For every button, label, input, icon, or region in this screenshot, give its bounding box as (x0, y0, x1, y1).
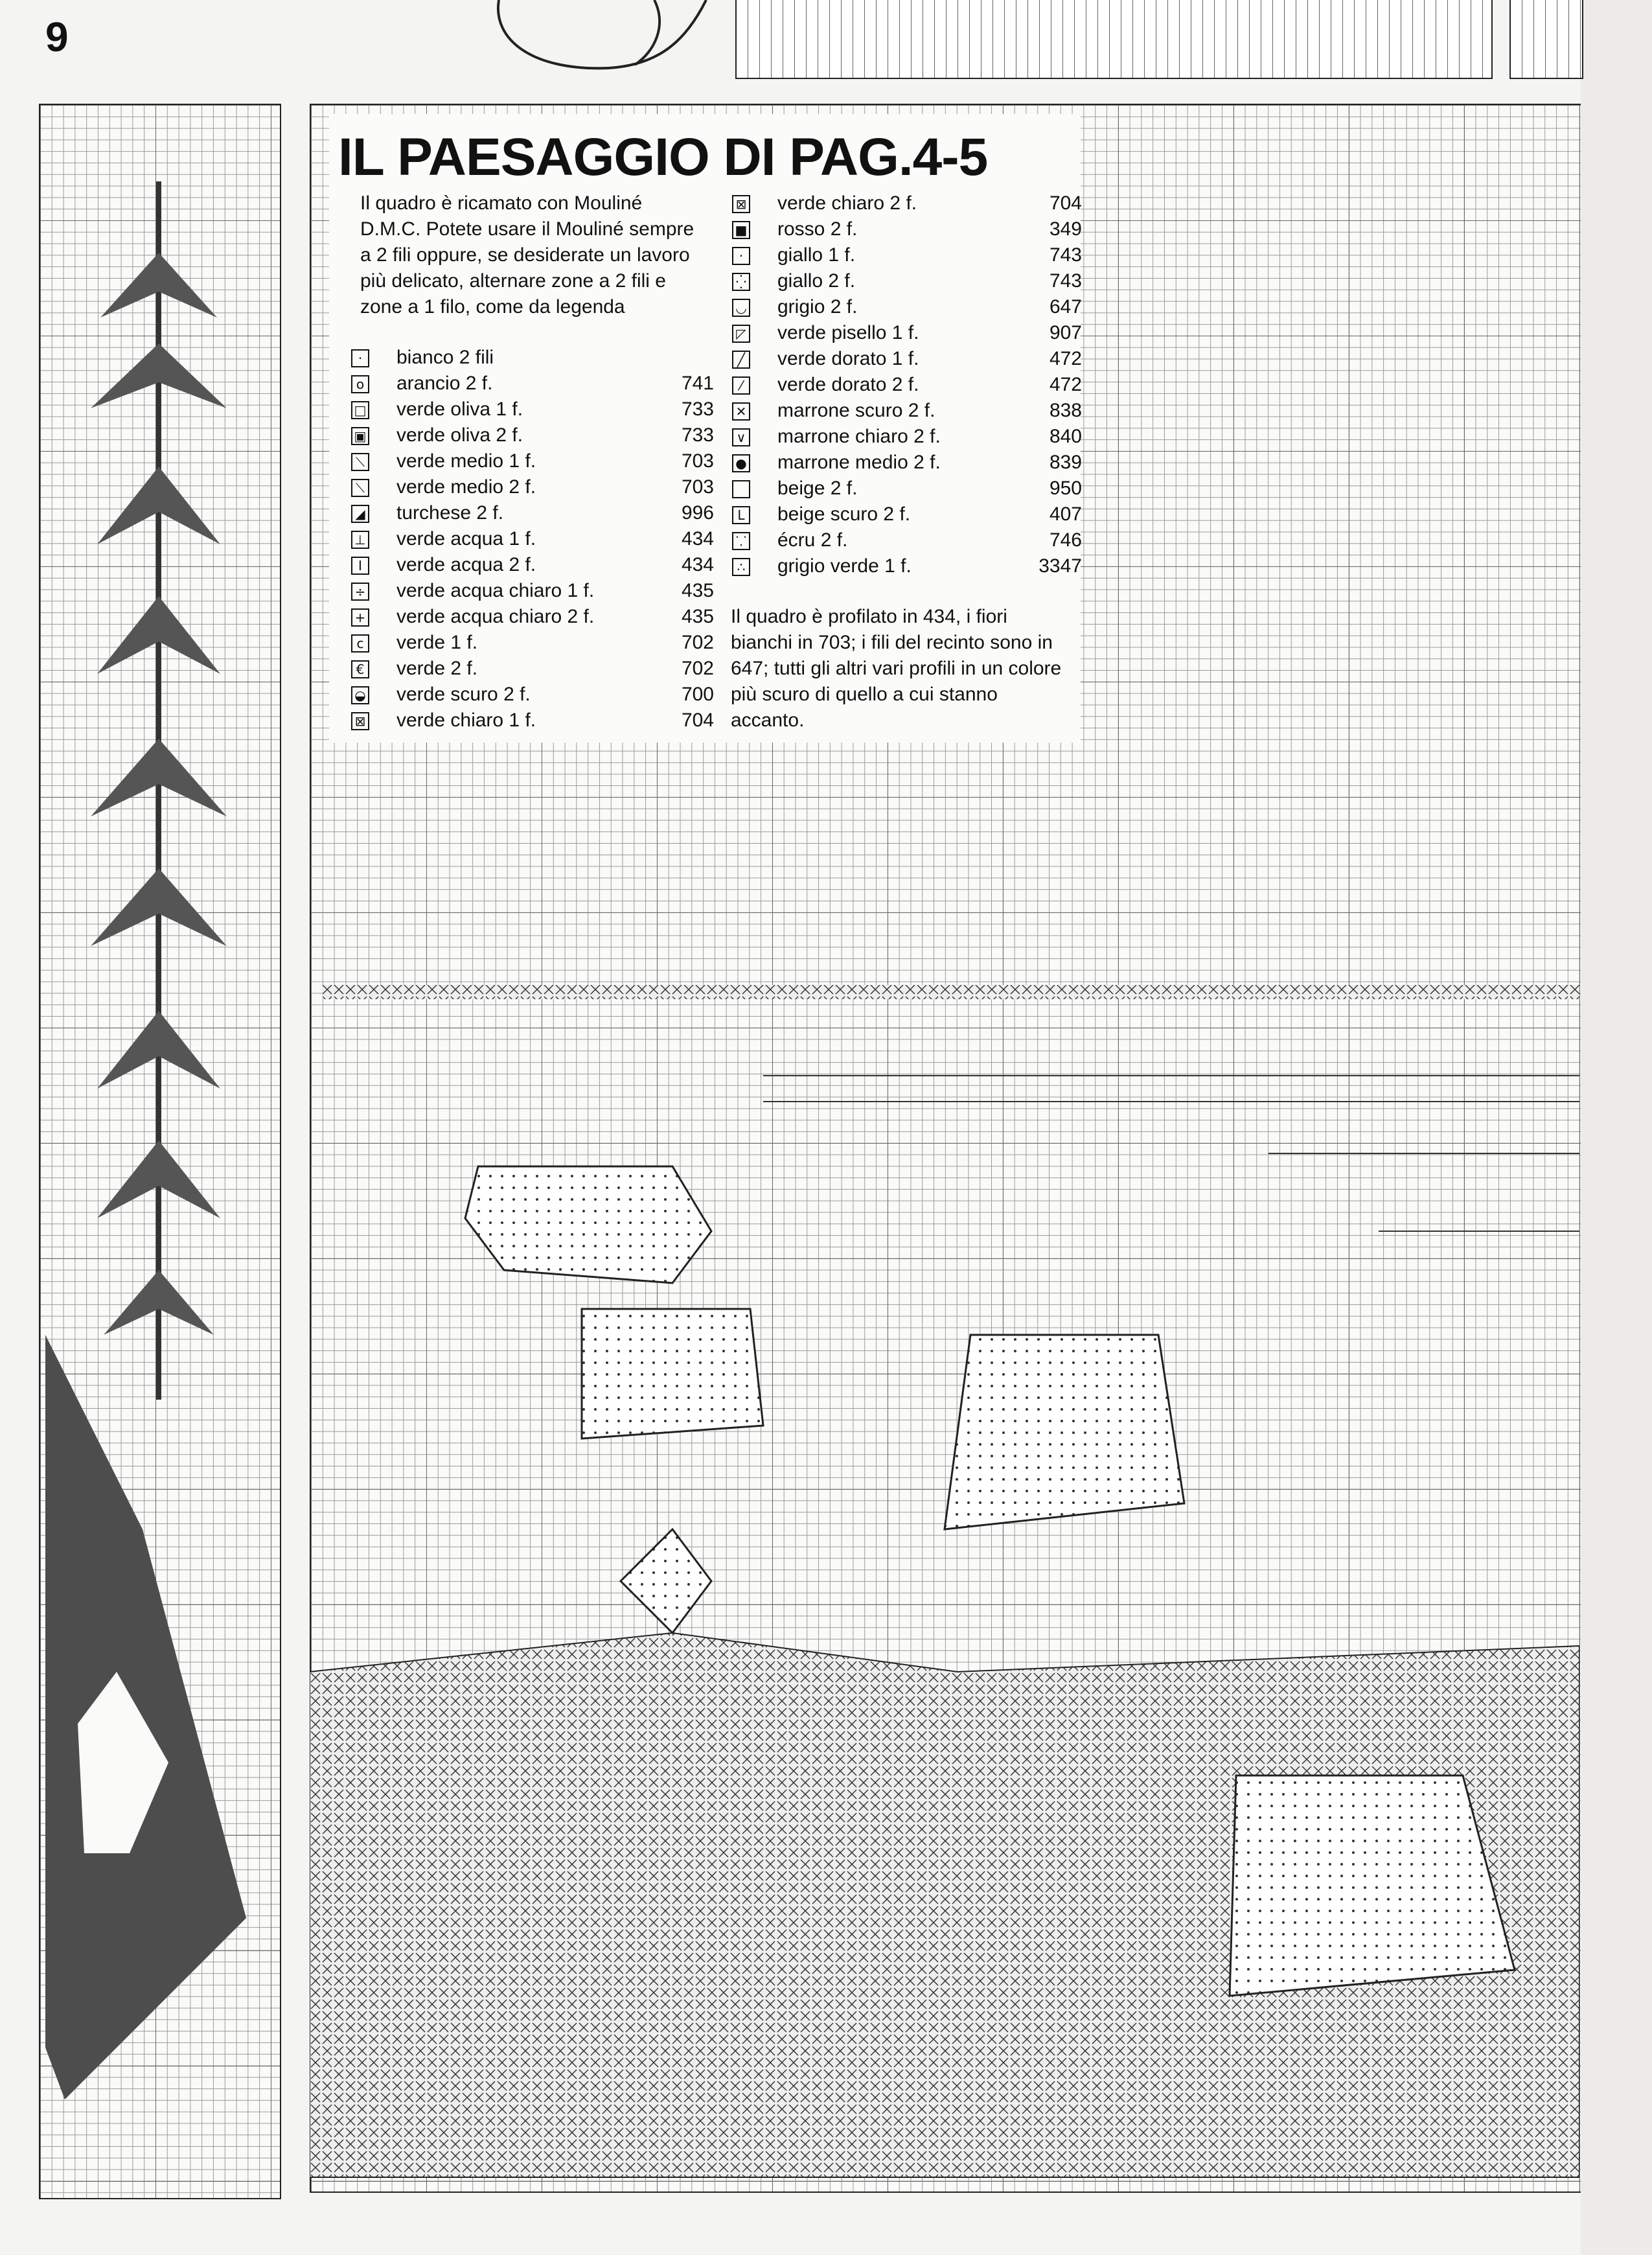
legend-panel (329, 114, 1081, 743)
thread-label: verde acqua chiaro 2 f. (396, 606, 595, 627)
thread-label: rosso 2 f. (777, 218, 858, 240)
legend-row (732, 268, 1082, 294)
legend-row (732, 320, 1082, 346)
handle-sketch (492, 0, 726, 78)
thread-label: écru 2 f. (777, 529, 848, 551)
legend-row (351, 708, 714, 734)
dmc-code: 838 (1049, 400, 1082, 421)
stitch-symbol-icon: ∨ (732, 428, 750, 446)
stitch-symbol-icon: ◒ (351, 686, 369, 704)
stitch-symbol-icon: · (351, 349, 369, 367)
stitch-symbol-icon: ▣ (351, 427, 369, 445)
dmc-code: 647 (1049, 296, 1082, 318)
dmc-code: 434 (681, 554, 714, 575)
dmc-code: 703 (681, 476, 714, 498)
legend-row (351, 500, 714, 526)
dmc-code: 950 (1049, 478, 1082, 499)
stitch-symbol-icon: o (351, 375, 369, 393)
thread-label: turchese 2 f. (396, 502, 504, 524)
thread-label: verde chiaro 1 f. (396, 710, 536, 731)
legend-row (732, 553, 1082, 579)
thread-label: verde pisello 1 f. (777, 322, 919, 343)
thread-label: verde oliva 2 f. (396, 424, 523, 446)
dmc-code: 746 (1049, 529, 1082, 551)
thread-label: verde 1 f. (396, 632, 478, 653)
stitch-symbol-icon: I (351, 557, 369, 575)
stitch-symbol-icon: c (351, 634, 369, 653)
dmc-code: 702 (681, 632, 714, 653)
dmc-code: 472 (1049, 374, 1082, 395)
stitch-symbol-icon: ● (732, 454, 750, 472)
thread-label: verde 2 f. (396, 658, 478, 679)
dmc-code: 733 (681, 424, 714, 446)
corner-digit: 9 (45, 14, 69, 60)
thread-label: verde chiaro 2 f. (777, 192, 917, 214)
legend-row (351, 345, 714, 371)
dmc-code: 743 (1049, 244, 1082, 266)
legend-row (351, 578, 714, 604)
stitch-symbol-icon: ⊠ (351, 712, 369, 730)
stitch-symbol-icon: ◢ (351, 505, 369, 523)
legend-row (732, 216, 1082, 242)
stitch-symbol-icon: ⟍ (351, 479, 369, 497)
stitch-symbol-icon: ✕ (732, 402, 750, 421)
legend-row (732, 450, 1082, 476)
legend-row (351, 526, 714, 552)
dmc-code: 840 (1049, 426, 1082, 447)
thread-label: bianco 2 fili (396, 347, 494, 368)
landscape-motifs (310, 739, 1579, 2190)
legend-row (732, 398, 1082, 424)
dmc-code: 741 (681, 373, 714, 394)
legend-row (732, 346, 1082, 372)
legend-row (351, 474, 714, 500)
legend-row (732, 476, 1082, 502)
thread-label: grigio verde 1 f. (777, 555, 912, 577)
stitch-symbol-icon: ⟍ (351, 453, 369, 471)
dmc-code: 435 (681, 606, 714, 627)
dmc-code: 839 (1049, 452, 1082, 473)
thread-label: arancio 2 f. (396, 373, 493, 394)
page-edge (1581, 0, 1652, 2255)
stitch-symbol-icon: · (732, 247, 750, 265)
stitch-symbol-icon: ⊠ (732, 195, 750, 213)
dmc-code: 434 (681, 528, 714, 549)
top-chart-fragment (735, 0, 1493, 79)
stitch-symbol-icon: ■ (732, 221, 750, 239)
stitch-symbol-icon: ◸ (732, 325, 750, 343)
thread-label: verde dorato 2 f. (777, 374, 919, 395)
thread-label: verde acqua 2 f. (396, 554, 536, 575)
stitch-symbol-icon: + (351, 608, 369, 627)
dmc-code: 349 (1049, 218, 1082, 240)
stitch-symbol-icon: □ (351, 401, 369, 419)
thread-label: verde medio 2 f. (396, 476, 536, 498)
legend-row (732, 242, 1082, 268)
legend-row (351, 397, 714, 422)
legend-row (351, 604, 714, 630)
dmc-code: 700 (681, 684, 714, 705)
legend-row (732, 424, 1082, 450)
border-motif (39, 104, 279, 2197)
legend-row (351, 682, 714, 708)
legend-row (732, 294, 1082, 320)
thread-label: marrone chiaro 2 f. (777, 426, 941, 447)
thread-label: beige 2 f. (777, 478, 858, 499)
dmc-code: 407 (1049, 503, 1082, 525)
dmc-code: 3347 (1038, 555, 1082, 577)
stitch-symbol-icon: ÷ (351, 583, 369, 601)
stitch-symbol-icon: € (351, 660, 369, 678)
stitch-symbol-icon: ⁛ (732, 273, 750, 291)
legend-row (351, 448, 714, 474)
dmc-code: 704 (1049, 192, 1082, 214)
top-chart-fragment-right (1509, 0, 1583, 79)
legend-title: IL PAESAGGIO DI PAG.4-5 (338, 128, 988, 187)
thread-label: verde oliva 1 f. (396, 399, 523, 420)
stitch-symbol-icon: L (732, 506, 750, 524)
thread-label: verde acqua 1 f. (396, 528, 536, 549)
thread-label: giallo 1 f. (777, 244, 856, 266)
stitch-symbol-icon: ⁄ (732, 376, 750, 395)
thread-label: grigio 2 f. (777, 296, 858, 318)
legend-note: Il quadro è profilato in 434, i fiori bianchi in 703; i fili del recinto sono in 647; tutti gli altri vari profili in un colore più scuro di quello a cui stanno accanto. (731, 606, 1062, 731)
legend-row (732, 372, 1082, 398)
thread-label: verde acqua chiaro 1 f. (396, 580, 595, 601)
legend-row (351, 630, 714, 656)
dmc-code: 743 (1049, 270, 1082, 292)
dmc-code: 703 (681, 450, 714, 472)
stitch-symbol-icon: ◡ (732, 299, 750, 317)
stitch-symbol-icon: ∴ (732, 558, 750, 576)
legend-row (351, 371, 714, 397)
dmc-code: 907 (1049, 322, 1082, 343)
dmc-code: 472 (1049, 348, 1082, 369)
stitch-symbol-icon: ⸪ (732, 532, 750, 550)
dmc-code: 704 (681, 710, 714, 731)
legend-row (732, 191, 1082, 216)
thread-label: verde medio 1 f. (396, 450, 536, 472)
legend-row (732, 502, 1082, 527)
legend-row (732, 527, 1082, 553)
stitch-symbol-icon: ⊥ (351, 531, 369, 549)
stitch-symbol-icon: ╱ (732, 351, 750, 369)
thread-label: beige scuro 2 f. (777, 503, 911, 525)
dmc-code: 702 (681, 658, 714, 679)
thread-label: verde dorato 1 f. (777, 348, 919, 369)
stitch-symbol-icon (732, 480, 750, 498)
legend-row (351, 656, 714, 682)
thread-label: verde scuro 2 f. (396, 684, 531, 705)
legend-intro: Il quadro è ricamato con Mouliné D.M.C. Potete usare il Mouliné sempre a 2 fili oppure, se desiderate un lavoro più delicato, alternare zone a 2 fili e zone a 1 filo, come da legenda (360, 192, 694, 318)
thread-label: giallo 2 f. (777, 270, 856, 292)
legend-row (351, 552, 714, 578)
dmc-code: 733 (681, 399, 714, 420)
legend-row (351, 422, 714, 448)
thread-label: marrone medio 2 f. (777, 452, 941, 473)
dmc-code: 996 (681, 502, 714, 524)
thread-label: marrone scuro 2 f. (777, 400, 935, 421)
dmc-code: 435 (681, 580, 714, 601)
